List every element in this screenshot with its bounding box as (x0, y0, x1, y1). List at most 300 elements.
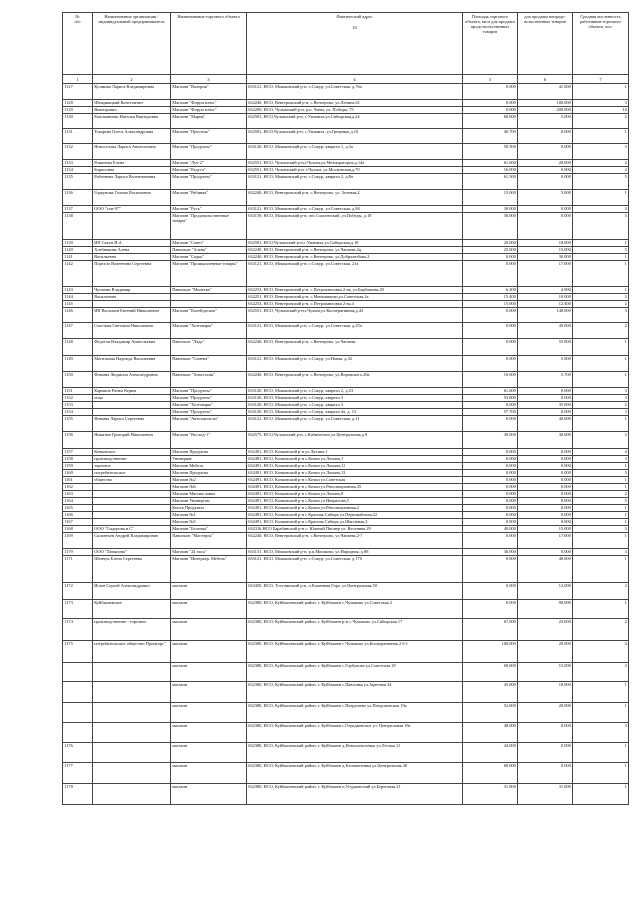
address: 632491, НСО, Кочковский р-н с.Кочки ул.Революционная,2 (247, 505, 463, 512)
object-name: Магазин Продукты (171, 449, 247, 456)
table-row (63, 100, 629, 107)
employee-count: 2 (573, 301, 629, 308)
employee-count: 1 (573, 763, 629, 784)
address: 632491, НСО, Кочковский р-н с.Красная Сибирь ул.Школьная,3 (247, 519, 463, 526)
area-nonfood: 0.000 (518, 484, 573, 491)
organization-name (93, 505, 171, 512)
table-row (63, 743, 629, 763)
object-name: Магазин Универсам (171, 498, 247, 505)
row-number: 1131 (63, 129, 93, 144)
object-name: Магазин "Продукты" (171, 395, 247, 402)
organization-name: потребительское общество Промторг" (93, 641, 171, 663)
area-food: 0.000 (463, 416, 518, 432)
table-row (63, 470, 629, 477)
organization-name: торговое (93, 463, 171, 470)
object-name: Магазин "Автозапчасти" (171, 416, 247, 432)
area-nonfood: 10.000 (518, 682, 573, 703)
organization-name: Силантьев Андрей Владимирович (93, 533, 171, 549)
row-number: 1165 (63, 505, 93, 512)
organization-name: Куйбышевское (93, 600, 171, 619)
object-name: Магазин "Русь" (171, 206, 247, 213)
employee-count: 3 (573, 409, 629, 416)
table-row (63, 583, 629, 600)
employee-count: 5 (573, 247, 629, 254)
object-name: Магазин "Калейдоскоп" (171, 308, 247, 323)
table-row (63, 254, 629, 261)
area-nonfood: 10.000 (518, 294, 573, 301)
table-row (63, 498, 629, 505)
table-row (63, 339, 629, 356)
organization-name: Токарева Олеся Александровна (93, 129, 171, 144)
row-number: 1166 (63, 512, 93, 519)
area-food: 68.000 (463, 663, 518, 682)
organization-name: Исаев Сергей Александрович (93, 583, 171, 600)
object-name: Магазин "Интерьер. Мебель" (171, 556, 247, 583)
area-food: 0.000 (463, 484, 518, 491)
table-row (63, 190, 629, 206)
area-nonfood: 0.000 (518, 512, 573, 519)
row-number (63, 663, 93, 682)
address: 633121, НСО, Мошковский р-н, с.Сокур, квартал 2, д.8а (247, 174, 463, 190)
table-row (63, 144, 629, 160)
address: 632491, НСО, Кочковский р-н с.Кочки ул.Лахина,11 (247, 463, 463, 470)
area-nonfood: 45.000 (518, 323, 573, 339)
organization-name: оглы (93, 395, 171, 402)
employee-count: 1 (573, 339, 629, 356)
area-food: 0.000 (463, 498, 518, 505)
address: 633121, НСО, Мошковский р-н, с.Сокур, ул.Советская, 21а (247, 261, 463, 287)
address: 632240, НСО, Венгеровский р-н, с.Венгерово, ул.Воровского,28а (247, 372, 463, 388)
row-number: 1178 (63, 784, 93, 805)
area-nonfood: 12.000 (518, 583, 573, 600)
row-number: 1141 (63, 254, 93, 261)
row-number: 1156 (63, 432, 93, 449)
area-food: 0.000 (463, 477, 518, 484)
area-nonfood: 15.000 (518, 526, 573, 533)
employee-count: 1 (573, 484, 629, 491)
area-nonfood: 0.000 (518, 174, 573, 190)
address: 632240, НСО, Венгеровский р-н, с.Венгерово, ул.Чапаева,2-7 (247, 533, 463, 549)
employee-count: 2 (573, 619, 629, 641)
employee-count: 1 (573, 477, 629, 484)
row-number: 1167 (63, 519, 93, 526)
organization-name (93, 402, 171, 409)
area-food: 20.000 (463, 240, 518, 247)
row-number: 1150 (63, 372, 93, 388)
employee-count: 1 (573, 703, 629, 723)
table-row (63, 641, 629, 663)
address: 632491, НСО, Кочковский р-н с.Кочки ул.Советская (247, 477, 463, 484)
address: 632551, НСО, Чулымский р-н,г.Чулым,ул.Кооперативная,д.43 (247, 308, 463, 323)
area-food: 45.000 (463, 682, 518, 703)
area-nonfood: 0.000 (518, 463, 573, 470)
row-number: 1174 (63, 619, 93, 641)
employee-count: 1 (573, 261, 629, 287)
organization-name: Могильная Надежда Васильевна (93, 356, 171, 372)
area-food: 40.700 (463, 129, 518, 144)
table-row (63, 308, 629, 323)
table-row (63, 477, 629, 484)
row-number: 1130 (63, 114, 93, 129)
header-num: 3 (171, 75, 247, 84)
organization-name: ООО "Латыпова" (93, 549, 171, 556)
row-number: 1176 (63, 743, 93, 763)
employee-count: 2 (573, 114, 629, 129)
organization-name: Шенчук Елена Сергеевна (93, 556, 171, 583)
object-name: Павильон "Мастерок" (171, 533, 247, 549)
area-food: 61.600 (463, 388, 518, 395)
area-food: 0.000 (463, 449, 518, 456)
area-nonfood: 15.000 (518, 247, 573, 254)
address: 633121, НСО, Мошковский р-н, с.Сокур, ул.Советская, д.170 (247, 556, 463, 583)
table-body (63, 84, 629, 805)
employee-count: 1 (573, 190, 629, 206)
area-food: 6.300 (463, 287, 518, 294)
table-row (63, 682, 629, 703)
area-food: 31.000 (463, 784, 518, 805)
organization-name (93, 512, 171, 519)
object-name: Магазин "Форум плюс" (171, 107, 247, 114)
header-num: 2 (93, 75, 171, 84)
area-food: 0.000 (463, 600, 518, 619)
row-number: 1129 (63, 107, 93, 114)
area-food: 25.000 (463, 247, 518, 254)
employee-count: 1 (573, 784, 629, 805)
address: 632380, НСО, Куйбышевский район, г. Куйбышев д.Елизаветинка ул.Центральная 40 (247, 763, 463, 784)
address: 633121, НСО, Мошковский р-н, с.Сокур, ул.Советская, д.25а (247, 323, 463, 339)
area-food: 44.000 (463, 743, 518, 763)
organization-name: Штырмацкий Константин (93, 100, 171, 107)
organization-name: Новоселова Лариса Анатольевна (93, 144, 171, 160)
employee-count: 3 (573, 723, 629, 743)
object-name: Павильон "Семена" (171, 356, 247, 372)
area-nonfood: 0.000 (518, 763, 573, 784)
organization-name: общество (93, 477, 171, 484)
row-number: 1162 (63, 484, 93, 491)
area-food: 0.000 (463, 463, 518, 470)
object-name: Магазин Мебель (171, 463, 247, 470)
object-name: Магазин "Восход-1" (171, 432, 247, 449)
area-food: 15.000 (463, 301, 518, 308)
employee-count: 1 (573, 372, 629, 388)
address: 632240, НСО, Венгеровский р-н, с.Венгерово, ул.Чапаева,2ц (247, 247, 463, 254)
area-nonfood: 17.000 (518, 533, 573, 549)
object-name: магазин (171, 663, 247, 682)
area-food: 30.000 (463, 432, 518, 449)
area-food: 0.000 (463, 519, 518, 526)
organization-name: Васильевич (93, 294, 171, 301)
address: 632551, НСО, Чулымский р-н, г.Чулым, ул.Московская,д.70 (247, 167, 463, 174)
row-number: 1148 (63, 339, 93, 356)
table-row (63, 84, 629, 100)
employee-count: 3 (573, 395, 629, 402)
employee-count: 1 (573, 505, 629, 512)
object-name: Павильон "Лада" (171, 339, 247, 356)
organization-name: потребительское (93, 470, 171, 477)
header-col-organization: Наименование организации / индивидуальный предприниматель (93, 13, 171, 75)
employee-count: 1 (573, 416, 629, 432)
address: 632380, НСО, Куйбышевский район, г. Куйбышев д.Новоалексеевка ул.Лесная 11 (247, 743, 463, 763)
area-nonfood: 35.000 (518, 402, 573, 409)
area-nonfood: 10.000 (518, 240, 573, 247)
header-address-sub: 18 (352, 25, 357, 30)
address: 632491, НСО, Кочковский р-н с.Кочки ул.Революционная,35 (247, 484, 463, 491)
header-num: 1 (63, 75, 93, 84)
header-num: 7 (573, 75, 629, 84)
object-name: магазин (171, 619, 247, 641)
area-food: 68.000 (463, 763, 518, 784)
address: 632380, НСО, Куйбышевский район, г. Куйбышев п.Угурманский ул.Береговая 21 (247, 784, 463, 805)
address: 633450, НСО, Тогучинский р-н, п.Каменная Гора. ул.Центральная,50 (247, 583, 463, 600)
area-nonfood: 0.000 (518, 395, 573, 402)
address: 633139, НСО, Мошковский р-н, пос.Смоленский, ул.Победы, д.18 (247, 213, 463, 240)
row-number (63, 703, 93, 723)
header-col-number: № п/п (63, 13, 93, 75)
employee-count: 3 (573, 663, 629, 682)
address: 632491, НСО, Кочковский р-н с.Кочки ул.Лахина,8 (247, 491, 463, 498)
area-food: 0.000 (463, 339, 518, 356)
header-num: 6 (518, 75, 573, 84)
area-nonfood: 0.000 (518, 456, 573, 463)
object-name: Магазин "Престиж" (171, 129, 247, 144)
row-number: 1168 (63, 526, 93, 533)
object-name: Магазин "Луч-2" (171, 160, 247, 167)
area-nonfood: 0.000 (518, 409, 573, 416)
area-nonfood: 140.000 (518, 308, 573, 323)
area-food: 0.000 (463, 308, 518, 323)
header-row (63, 13, 629, 75)
row-number: 1175 (63, 641, 93, 663)
address: 632240, НСО, Венгеровский р-н, с.Венгерово, ул.Добралюбова,2 (247, 254, 463, 261)
area-nonfood: 0.000 (518, 213, 573, 240)
header-address-label: Фактический адрес (336, 14, 373, 19)
employee-count: 4 (573, 641, 629, 663)
row-number: 1173 (63, 600, 93, 619)
employee-count: 1 (573, 556, 629, 583)
table-row (63, 388, 629, 395)
area-food: 0.000 (463, 583, 518, 600)
object-name: Магазин "Продукты" (171, 388, 247, 395)
area-nonfood: 31.000 (518, 784, 573, 805)
object-name: Магазин "Продовольственные товары" (171, 213, 247, 240)
area-food: 0.000 (463, 533, 518, 549)
area-nonfood: 12.400 (518, 301, 573, 308)
object-name: Магазин Продукты (171, 470, 247, 477)
organization-name: Емельяненко Наталья Викторовна (93, 114, 171, 129)
object-name: Киоск Продукты (171, 505, 247, 512)
employee-count: 5 (573, 174, 629, 190)
table-row (63, 533, 629, 549)
object-name: Магазин "Белочка" (171, 526, 247, 533)
row-number: 1132 (63, 144, 93, 160)
employee-count: 1 (573, 519, 629, 526)
table-row (63, 167, 629, 174)
employee-count: 3 (573, 100, 629, 107)
row-number (63, 723, 93, 743)
organization-name (93, 663, 171, 682)
object-name: Магазин "Продукты" (171, 409, 247, 416)
table-row (63, 261, 629, 287)
area-nonfood: 0.000 (518, 743, 573, 763)
object-name: магазин (171, 682, 247, 703)
row-number: 1170 (63, 549, 93, 556)
organization-name: Хлебникова Алена (93, 247, 171, 254)
table-row (63, 323, 629, 339)
employee-count: 3 (573, 456, 629, 463)
address: 633120, НСО, Мошковский р-н, с.Сокур, квартал 3 (247, 395, 463, 402)
table-row (63, 160, 629, 167)
table-row (63, 114, 629, 129)
organization-name (93, 784, 171, 805)
header-col-object-name: Наименование торгового объекта (171, 13, 247, 75)
area-nonfood: 20.000 (518, 160, 573, 167)
area-nonfood: 55.800 (518, 339, 573, 356)
area-nonfood: 5.000 (518, 190, 573, 206)
address: 633120, НСО, Мошковский р-н, с.Сокур, квартал 3 (247, 402, 463, 409)
table-row (63, 463, 629, 470)
object-name: магазин (171, 641, 247, 663)
object-name: магазин (171, 703, 247, 723)
organization-name (93, 682, 171, 703)
row-number: 1163 (63, 491, 93, 498)
object-name: Магазин "24 часа" (171, 549, 247, 556)
row-number: 1135 (63, 174, 93, 190)
area-nonfood: 40.000 (518, 556, 573, 583)
area-nonfood: 5.700 (518, 372, 573, 388)
address: 632380, НСО, Куйбышевский район, г. Куйбышев с.Горбуново ул.Советская 29 (247, 663, 463, 682)
row-number: 1128 (63, 100, 93, 107)
object-name: Магазин "Мария" (171, 114, 247, 129)
row-number: 1157 (63, 449, 93, 456)
organization-name: ООО "Сидорова и С" (93, 526, 171, 533)
object-name: Магазин "Промышленные товары" (171, 261, 247, 287)
address: 632581, НСО,Чулымский р-н,с.Ужаниха,ул.Сибирская,д.18 (247, 240, 463, 247)
organization-name: Кузякова Лариса Владимировна (93, 84, 171, 100)
area-food: 49.000 (463, 526, 518, 533)
area-nonfood: 0.000 (518, 549, 573, 556)
address: 633121, НСО, Мошковский р-н, с.Сокур, ул.Советская, д.84 (247, 206, 463, 213)
row-number: 1143 (63, 287, 93, 294)
area-nonfood: 0.000 (518, 470, 573, 477)
area-food: 0.000 (463, 556, 518, 583)
area-food: 61.500 (463, 174, 518, 190)
object-name: магазин (171, 583, 247, 600)
area-nonfood: 4.000 (518, 287, 573, 294)
table-row (63, 409, 629, 416)
address: 632240, НСО, Венгеровский р-н, с.Венгерово, ул.Ленина,61 (247, 100, 463, 107)
organization-name (93, 491, 171, 498)
address: 632380, НСО, Куйбышевский район, г. Куйбышев с.Патрушево ул.Патрушевская 19а (247, 703, 463, 723)
area-nonfood: 0.000 (518, 491, 573, 498)
row-number: 1169 (63, 533, 93, 549)
employee-count: 1 (573, 463, 629, 470)
organization-name: Васильевна (93, 254, 171, 261)
organization-name (93, 213, 171, 240)
header-num: 5 (463, 75, 518, 84)
organization-name: Борисовна (93, 167, 171, 174)
organization-name: Чупахин Владимир (93, 287, 171, 294)
organization-name: производственно- (93, 456, 171, 463)
organization-name (93, 723, 171, 743)
organization-name: Фомина Людмила Александровна (93, 372, 171, 388)
area-food: 0.000 (463, 107, 518, 114)
table-row (63, 432, 629, 449)
area-food: 0.000 (463, 470, 518, 477)
area-nonfood: 17.000 (518, 261, 573, 287)
area-food: 0.000 (463, 512, 518, 519)
row-number: 1127 (63, 84, 93, 100)
object-name: магазин (171, 600, 247, 619)
table-row (63, 619, 629, 641)
organization-name: Фомина Лариса Сергеевна (93, 416, 171, 432)
address: 632491, НСО, Кочковский р-н ул.Лахина,1 (247, 449, 463, 456)
object-name: Павильон "Алена" (171, 247, 247, 254)
header-col-address (247, 13, 463, 75)
row-number: 1160 (63, 470, 93, 477)
address: 632253, НСО, Венгеровский р-н, с.Петропавловка 2-ая, ул.Барбашова,29 (247, 287, 463, 294)
employee-count: 3 (573, 549, 629, 556)
employee-count: 2 (573, 432, 629, 449)
area-nonfood: 0.000 (518, 519, 573, 526)
address: 632200, НСО, Чулымский р-н, р.п. Чаны, ул. Победы, 75 (247, 107, 463, 114)
area-nonfood: 0.000 (518, 505, 573, 512)
object-name: магазин (171, 743, 247, 763)
row-number: 1139 (63, 240, 93, 247)
row-number: 1140 (63, 247, 93, 254)
area-food: 52.000 (463, 703, 518, 723)
employee-count: 2 (573, 491, 629, 498)
object-name: Универмаг (171, 456, 247, 463)
header-number-row (63, 75, 629, 84)
employee-count: 1 (573, 129, 629, 144)
organization-name: Горкунова Галина Васильевна (93, 190, 171, 206)
address: 632240, НСО, Венгеровский р-н, с.Венгерово, ул.Чапаева (247, 339, 463, 356)
organization-name (93, 703, 171, 723)
table-row (63, 129, 629, 144)
table-row (63, 356, 629, 372)
organization-name: Викторович (93, 107, 171, 114)
organization-name: Кочковское (93, 449, 171, 456)
table-row (63, 372, 629, 388)
address: 632251, НСО, Венгеровский р-н, с.Меньшиково,ул.Советская,1а (247, 294, 463, 301)
row-number: 1145 (63, 301, 93, 308)
address: 632380, НСО, Куйбышевский район, г. Куйбышев с.Павловка ул.Заречная 34 (247, 682, 463, 703)
table-row (63, 294, 629, 301)
table-row (63, 301, 629, 308)
object-name: Магазин "Валерия" (171, 84, 247, 100)
table-row (63, 416, 629, 432)
employee-count: 2 (573, 402, 629, 409)
trade-objects-table (62, 12, 629, 805)
area-food: 0.000 (463, 456, 518, 463)
area-food: 0.000 (463, 402, 518, 409)
object-name: Магазин "Совет" (171, 240, 247, 247)
row-number (63, 682, 93, 703)
employee-count: 5 (573, 470, 629, 477)
address: 633120, НСО, Мошковский р-н, с.Сокур, квартал 4а, д. 13 (247, 409, 463, 416)
table-row (63, 723, 629, 743)
table-row (63, 784, 629, 805)
area-nonfood: 0.000 (518, 144, 573, 160)
employee-count: 2 (573, 160, 629, 167)
area-nonfood: 0.000 (518, 449, 573, 456)
row-number: 1172 (63, 583, 93, 600)
row-number: 1144 (63, 294, 93, 301)
object-name: Магазин Мясная лавка (171, 491, 247, 498)
table-row (63, 491, 629, 498)
area-food: 100.000 (463, 641, 518, 663)
organization-name (93, 301, 171, 308)
